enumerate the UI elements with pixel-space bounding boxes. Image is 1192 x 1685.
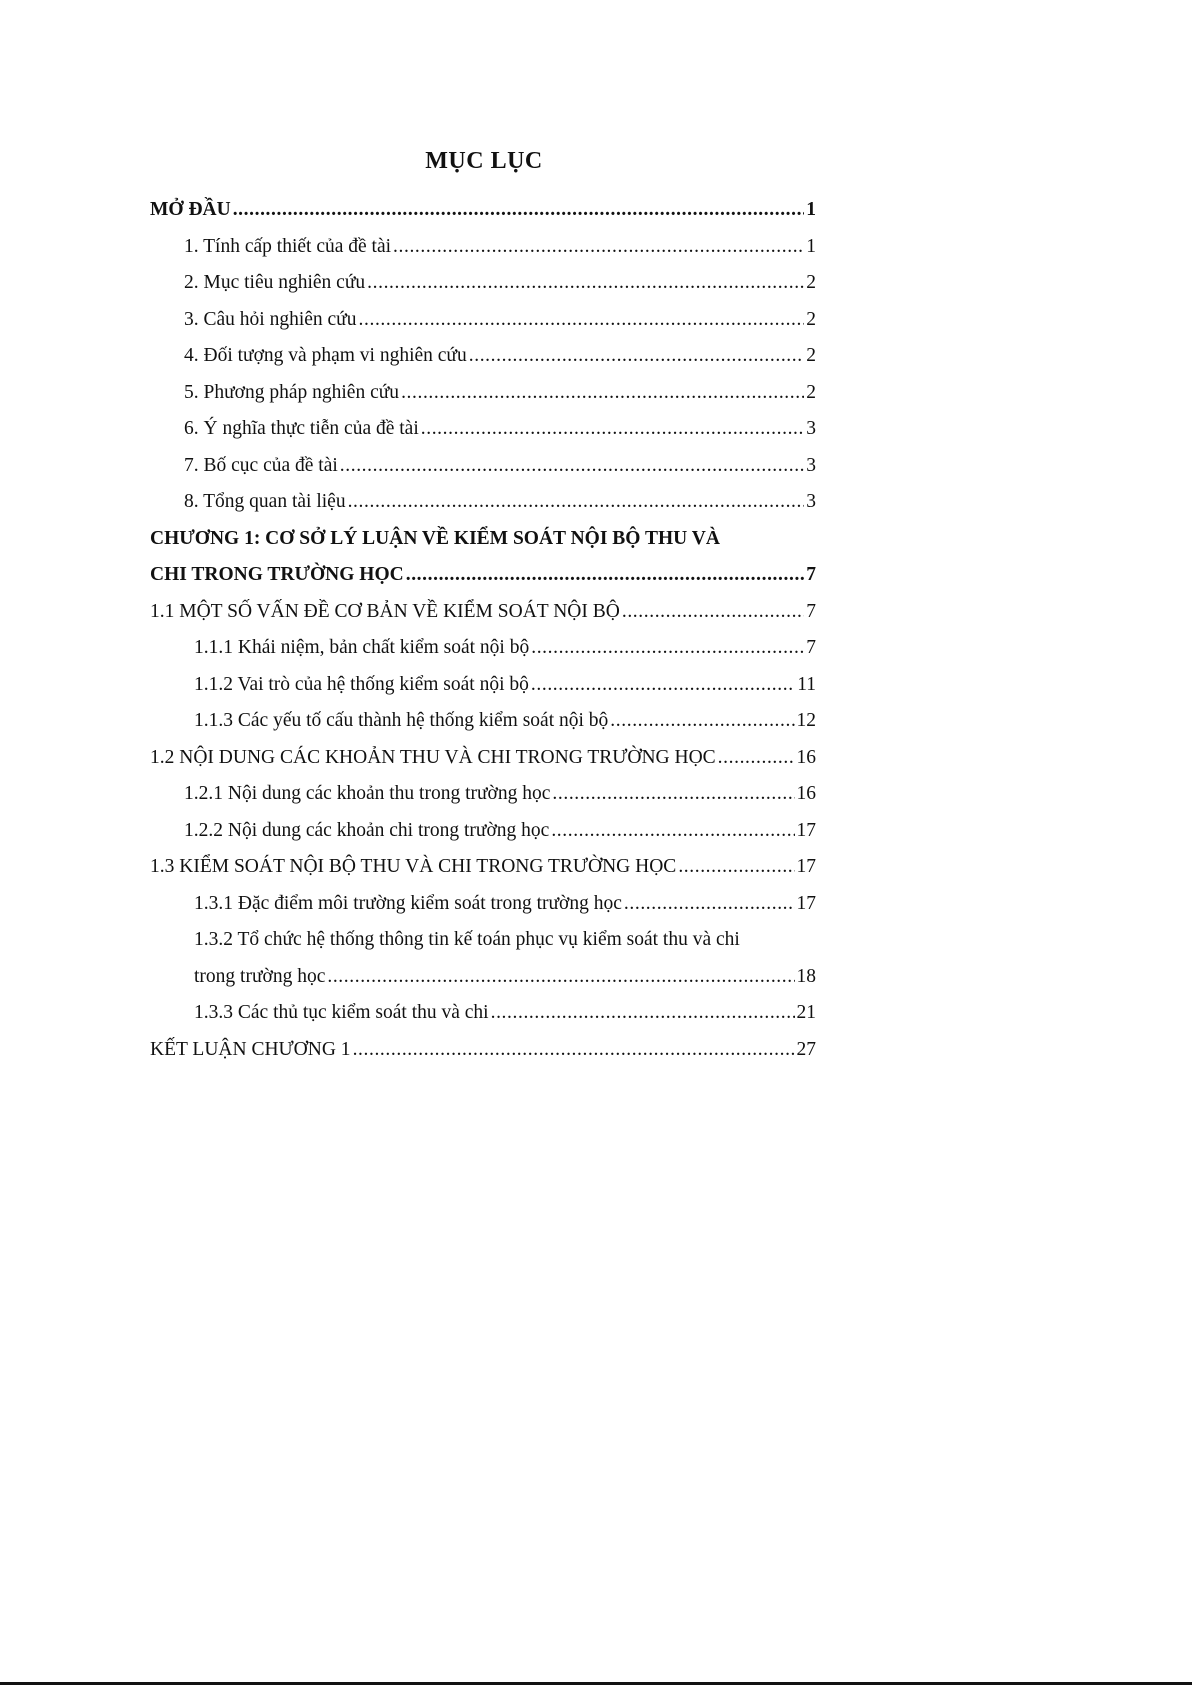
toc-entry-page: 17 (796, 892, 816, 914)
toc-entry-label: trong trường học (194, 965, 326, 987)
toc-entry[interactable] (150, 667, 816, 704)
toc-entry-page: 3 (806, 418, 816, 439)
toc-entry-page: 16 (796, 746, 816, 768)
toc-entry[interactable] (150, 959, 816, 996)
toc-entry[interactable] (150, 411, 816, 448)
toc-entry-label: CHƯƠNG 1: CƠ SỞ LÝ LUẬN VỀ KIỂM SOÁT NỘI BỘ THU VÀ (150, 527, 720, 549)
toc-entry-label: CHI TRONG TRƯỜNG HỌC (150, 564, 404, 585)
toc-entry-page: 27 (796, 1038, 816, 1060)
toc-entry-label: 1. Tính cấp thiết của đề tài (184, 235, 392, 257)
dot-leader (718, 740, 795, 777)
toc-entry[interactable] (150, 265, 816, 302)
toc-entry-page: 3 (806, 491, 816, 512)
dot-leader (353, 1032, 795, 1069)
toc-entry-label: 1.1.3 Các yếu tố cấu thành hệ thống kiểm soát nội bộ (194, 710, 609, 731)
page-title: MỤC LỤC (425, 148, 543, 174)
toc-entry-line1[interactable] (150, 922, 816, 959)
dot-leader (622, 594, 804, 631)
toc-entry-label: 1.3 KIỂM SOÁT NỘI BỘ THU VÀ CHI TRONG TRƯỜNG HỌC (150, 856, 677, 877)
toc-entry-label: 3. Câu hỏi nghiên cứu (184, 308, 357, 330)
dot-leader (406, 557, 805, 594)
dot-leader (393, 229, 804, 266)
toc-entry-line1[interactable] (150, 521, 816, 558)
toc-entry[interactable] (150, 594, 816, 631)
toc-entry-label: KẾT LUẬN CHƯƠNG 1 (150, 1038, 351, 1060)
dot-leader (551, 813, 794, 850)
dot-leader (610, 703, 794, 740)
toc-entry[interactable] (150, 448, 816, 485)
toc-entry-label: 1.3.2 Tổ chức hệ thống thông tin kế toán phục vụ kiểm soát thu và chi (194, 929, 740, 950)
toc-entry-page: 1 (806, 235, 816, 257)
dot-leader (531, 667, 795, 704)
toc-entry-label: 1.2 NỘI DUNG CÁC KHOẢN THU VÀ CHI TRONG TRƯỜNG HỌC (150, 746, 716, 768)
toc-entry-label: 1.1 MỘT SỐ VẤN ĐỀ CƠ BẢN VỀ KIỂM SOÁT NỘI BỘ (150, 600, 620, 622)
toc-entry-page: 7 (806, 564, 816, 585)
dot-leader (421, 411, 805, 448)
table-of-contents (150, 192, 816, 1068)
toc-entry[interactable] (150, 630, 816, 667)
toc-entry[interactable] (150, 886, 816, 923)
toc-entry-page: 16 (796, 783, 816, 804)
toc-entry-label: 1.2.2 Nội dung các khoản chi trong trường học (184, 819, 550, 841)
toc-entry[interactable] (150, 776, 816, 813)
dot-leader (531, 630, 804, 667)
dot-leader (367, 265, 804, 302)
toc-entry-page: 1 (806, 199, 816, 220)
toc-entry-label: 1.3.1 Đặc điểm môi trường kiểm soát trong trường học (194, 892, 622, 914)
toc-entry[interactable] (150, 338, 816, 375)
toc-entry-page: 7 (806, 637, 816, 658)
toc-entry-page: 17 (796, 819, 816, 841)
toc-entry-label: 1.2.1 Nội dung các khoản thu trong trường học (184, 783, 551, 804)
dot-leader (491, 995, 795, 1032)
toc-entry-label: 1.1.1 Khái niệm, bản chất kiểm soát nội bộ (194, 637, 530, 658)
toc-entry-page: 17 (796, 856, 816, 877)
dot-leader (552, 776, 794, 813)
toc-entry[interactable] (150, 703, 816, 740)
dot-leader (401, 375, 804, 412)
toc-entry-label: 6. Ý nghĩa thực tiễn của đề tài (184, 418, 419, 439)
toc-entry[interactable] (150, 557, 816, 594)
toc-entry[interactable] (150, 813, 816, 850)
dot-leader (469, 338, 805, 375)
toc-entry-label: 1.1.2 Vai trò của hệ thống kiểm soát nội bộ (194, 673, 529, 695)
toc-entry-page: 2 (806, 308, 816, 330)
toc-entry[interactable] (150, 192, 816, 229)
toc-entry-page: 2 (806, 345, 816, 366)
toc-entry-page: 2 (806, 272, 816, 293)
toc-entry[interactable] (150, 849, 816, 886)
dot-leader (327, 959, 794, 996)
toc-entry-label: 2. Mục tiêu nghiên cứu (184, 272, 366, 293)
dot-leader (678, 849, 794, 886)
dot-leader (359, 302, 805, 339)
dot-leader (348, 484, 805, 521)
toc-entry-page: 18 (796, 965, 816, 987)
toc-entry-page: 21 (796, 1002, 816, 1023)
toc-entry-label: 7. Bố cục của đề tài (184, 454, 338, 476)
dot-leader (624, 886, 795, 923)
toc-entry-page: 7 (806, 600, 816, 622)
toc-entry-label: 1.3.3 Các thủ tục kiểm soát thu và chi (194, 1002, 489, 1023)
dot-leader (233, 192, 805, 229)
toc-entry-label: 5. Phương pháp nghiên cứu (184, 381, 400, 403)
toc-entry-label: 4. Đối tượng và phạm vi nghiên cứu (184, 345, 467, 366)
toc-entry-page: 3 (806, 454, 816, 476)
toc-entry[interactable] (150, 995, 816, 1032)
toc-entry-page: 12 (796, 710, 816, 731)
toc-entry[interactable] (150, 229, 816, 266)
toc-entry-label: MỞ ĐẦU (150, 199, 231, 220)
toc-entry[interactable] (150, 740, 816, 777)
toc-entry[interactable] (150, 484, 816, 521)
toc-entry[interactable] (150, 1032, 816, 1069)
toc-entry-page: 2 (806, 381, 816, 403)
toc-entry[interactable] (150, 375, 816, 412)
toc-entry-page: 11 (797, 673, 816, 695)
dot-leader (340, 448, 804, 485)
toc-entry[interactable] (150, 302, 816, 339)
toc-entry-label: 8. Tổng quan tài liệu (184, 491, 346, 512)
